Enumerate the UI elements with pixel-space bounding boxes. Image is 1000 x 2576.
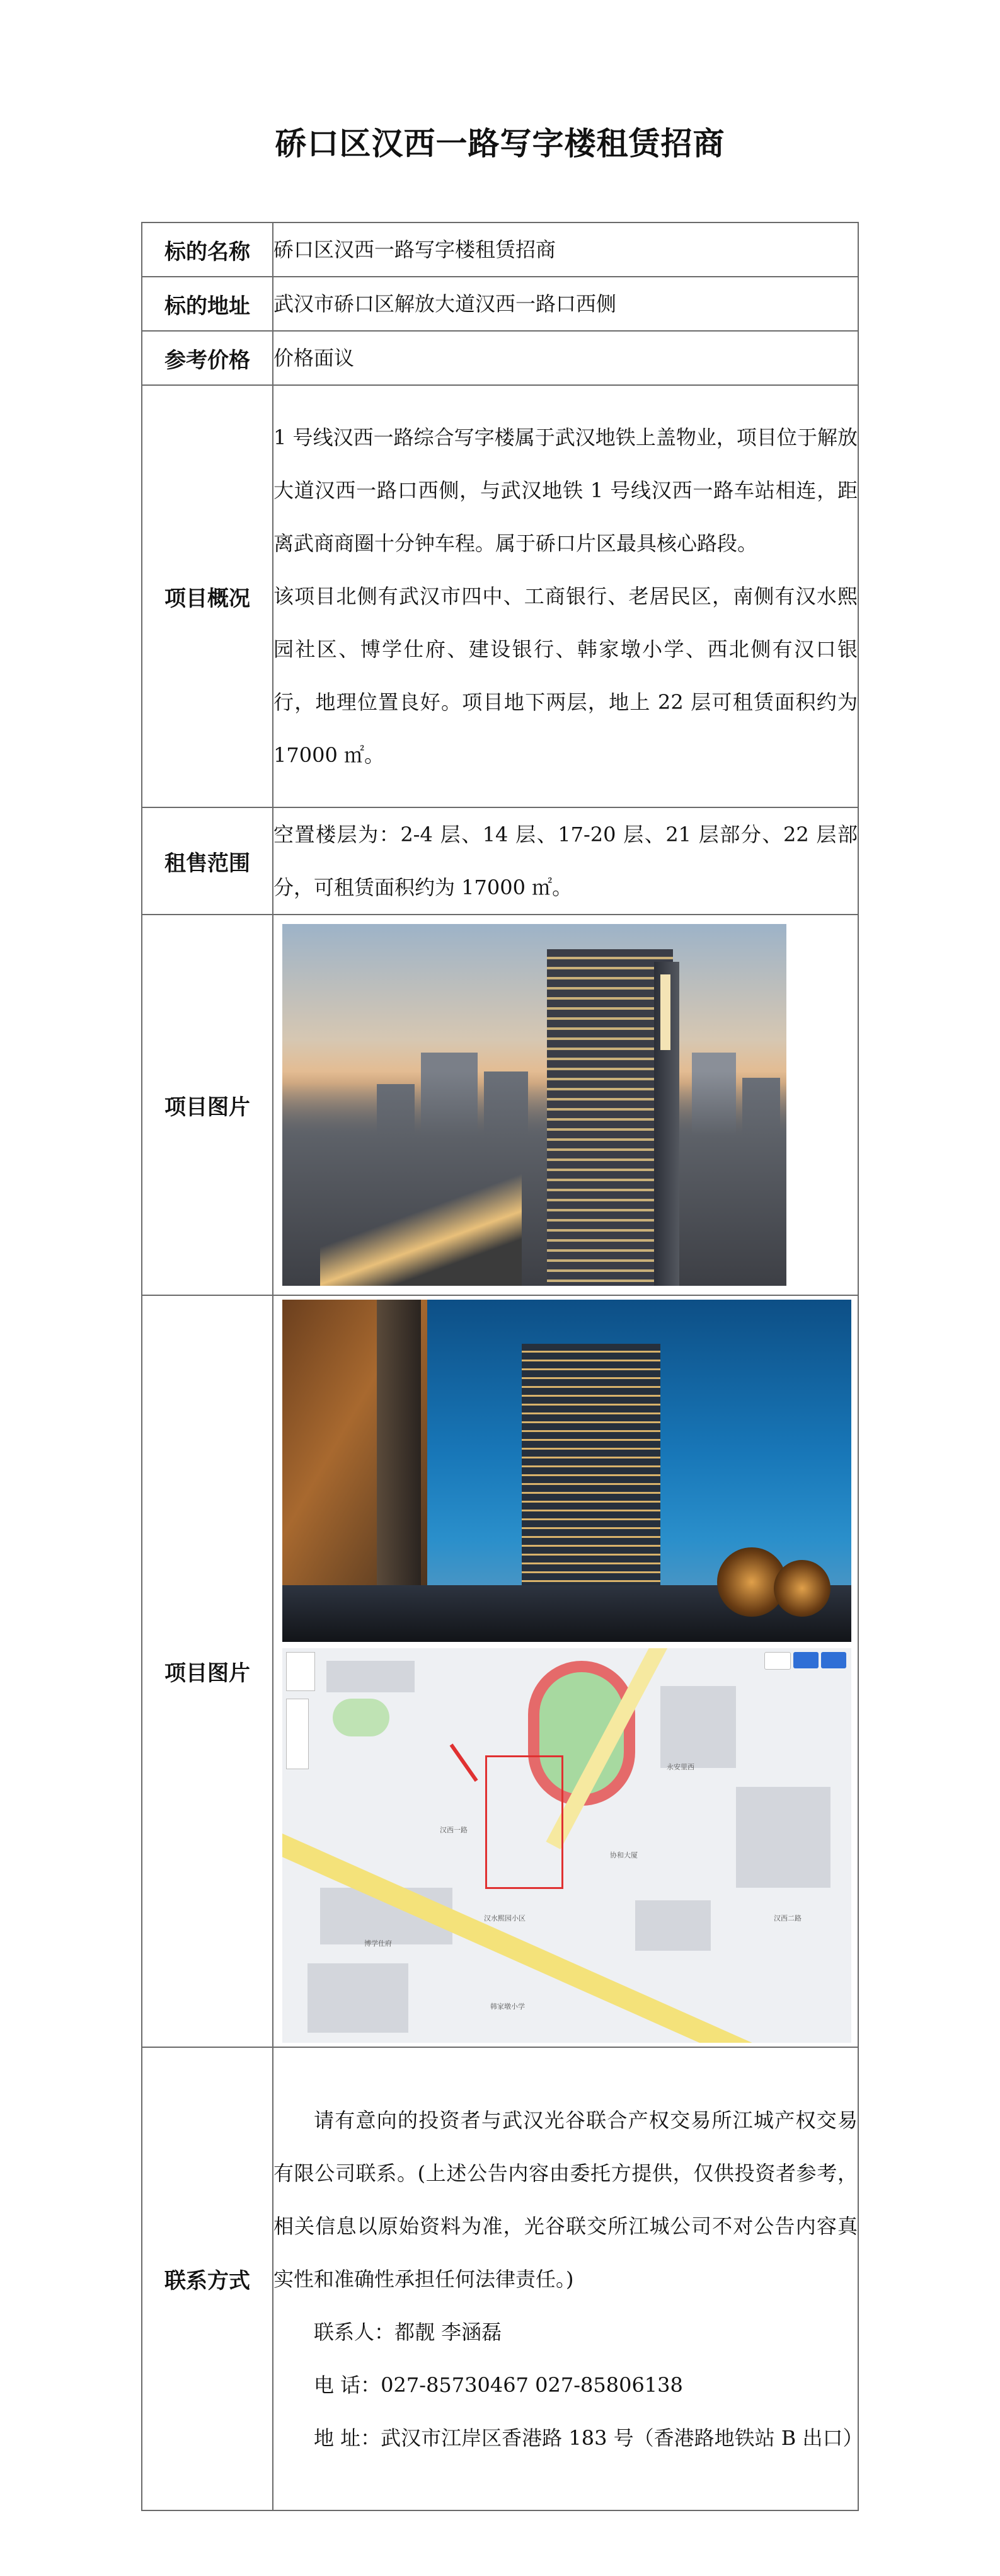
map-tool-button[interactable] (793, 1652, 819, 1668)
contact-phone: 电 话：027-85730467 027-85806138 (314, 2372, 683, 2397)
location-map[interactable] (282, 1648, 851, 2043)
label-scope: 租售范围 (142, 807, 273, 915)
row-name (142, 222, 858, 277)
map-block (736, 1787, 830, 1888)
overview-paragraph-2: 该项目北侧有武汉市四中、工商银行、老居民区，南侧有汉水熙园社区、博学仕府、建设银行、韩家墩小学、西北侧有汉口银行，地理位置良好。项目地下两层，地上 22 层可租赁面积约为 17000 ㎡。 (273, 584, 858, 767)
map-park (333, 1699, 389, 1736)
contact-address: 地 址：武汉市江岸区香港路 183 号（香港路地铁站 B 出口） (314, 2425, 863, 2450)
map-block (635, 1900, 711, 1951)
map-block (326, 1661, 415, 1692)
value-overview (273, 385, 858, 807)
value-name: 硚口区汉西一路写字楼租赁招商 (273, 222, 858, 277)
map-label: 汉西二路 (774, 1914, 802, 1922)
elevated-road (320, 1172, 522, 1286)
map-label: 汉水熙园小区 (484, 1914, 526, 1922)
row-scope (142, 807, 858, 915)
value-scope: 空置楼层为：2-4 层、14 层、17-20 层、21 层部分、22 层部分，可租赁面积约为 17000 ㎡。 (273, 807, 858, 915)
building-photo-dusk (282, 924, 786, 1286)
images-cell-2 (273, 1295, 858, 2047)
images-cell-1 (273, 915, 858, 1295)
lit-tree (774, 1560, 830, 1617)
map-label: 韩家墩小学 (490, 2002, 525, 2011)
row-price (142, 331, 858, 385)
row-address (142, 277, 858, 331)
map-label: 博学仕府 (364, 1939, 392, 1948)
label-contact: 联系方式 (142, 2047, 273, 2510)
label-name: 标的名称 (142, 222, 273, 277)
map-toolbar[interactable] (764, 1652, 846, 1671)
label-address: 标的地址 (142, 277, 273, 331)
map-block (660, 1686, 736, 1768)
contact-notice: 请有意向的投资者与武汉光谷联合产权交易所江城产权交易有限公司联系。(上述公告内容由委托方提供，仅供投资者参考，相关信息以原始资料为准，光谷联交所江城公司不对公告内容真实性和准确性承担任何法律责任。) (273, 2108, 858, 2291)
row-overview (142, 385, 858, 807)
info-table (141, 222, 863, 2511)
value-address: 武汉市硚口区解放大道汉西一路口西侧 (273, 277, 858, 331)
row-images-2 (142, 1295, 858, 2047)
label-overview: 项目概况 (142, 385, 273, 807)
building-photo-night (282, 1300, 851, 1642)
overview-paragraph-1: 1 号线汉西一路综合写字楼属于武汉地铁上盖物业，项目位于解放大道汉西一路口西侧，与武汉地铁 1 号线汉西一路车站相连，距离武商商圈十分钟车程。属于硚口片区最具核心路段。 (273, 425, 858, 555)
map-tool-button[interactable] (764, 1652, 791, 1670)
map-tool-button[interactable] (821, 1652, 846, 1668)
label-price: 参考价格 (142, 331, 273, 385)
map-label: 汉西一路 (440, 1826, 468, 1834)
value-price: 价格面议 (273, 331, 858, 385)
page-title: 硚口区汉西一路写字楼租赁招商 (275, 125, 725, 162)
row-images-1 (142, 915, 858, 1295)
hotel-sign (660, 974, 670, 1050)
row-contact (142, 2047, 858, 2510)
site-arrow (450, 1743, 478, 1782)
label-images-1: 项目图片 (142, 915, 273, 1295)
map-side-tools[interactable] (286, 1699, 309, 1769)
map-label: 协和大厦 (610, 1851, 638, 1859)
site-marker-box (485, 1755, 563, 1889)
map-block (307, 1963, 408, 2033)
map-label: 永安里西 (667, 1763, 694, 1771)
value-contact (273, 2047, 863, 2510)
label-images-2: 项目图片 (142, 1295, 273, 2047)
contact-people: 联系人：都靓 李涵磊 (314, 2319, 502, 2344)
map-zoom-control[interactable] (286, 1652, 315, 1691)
